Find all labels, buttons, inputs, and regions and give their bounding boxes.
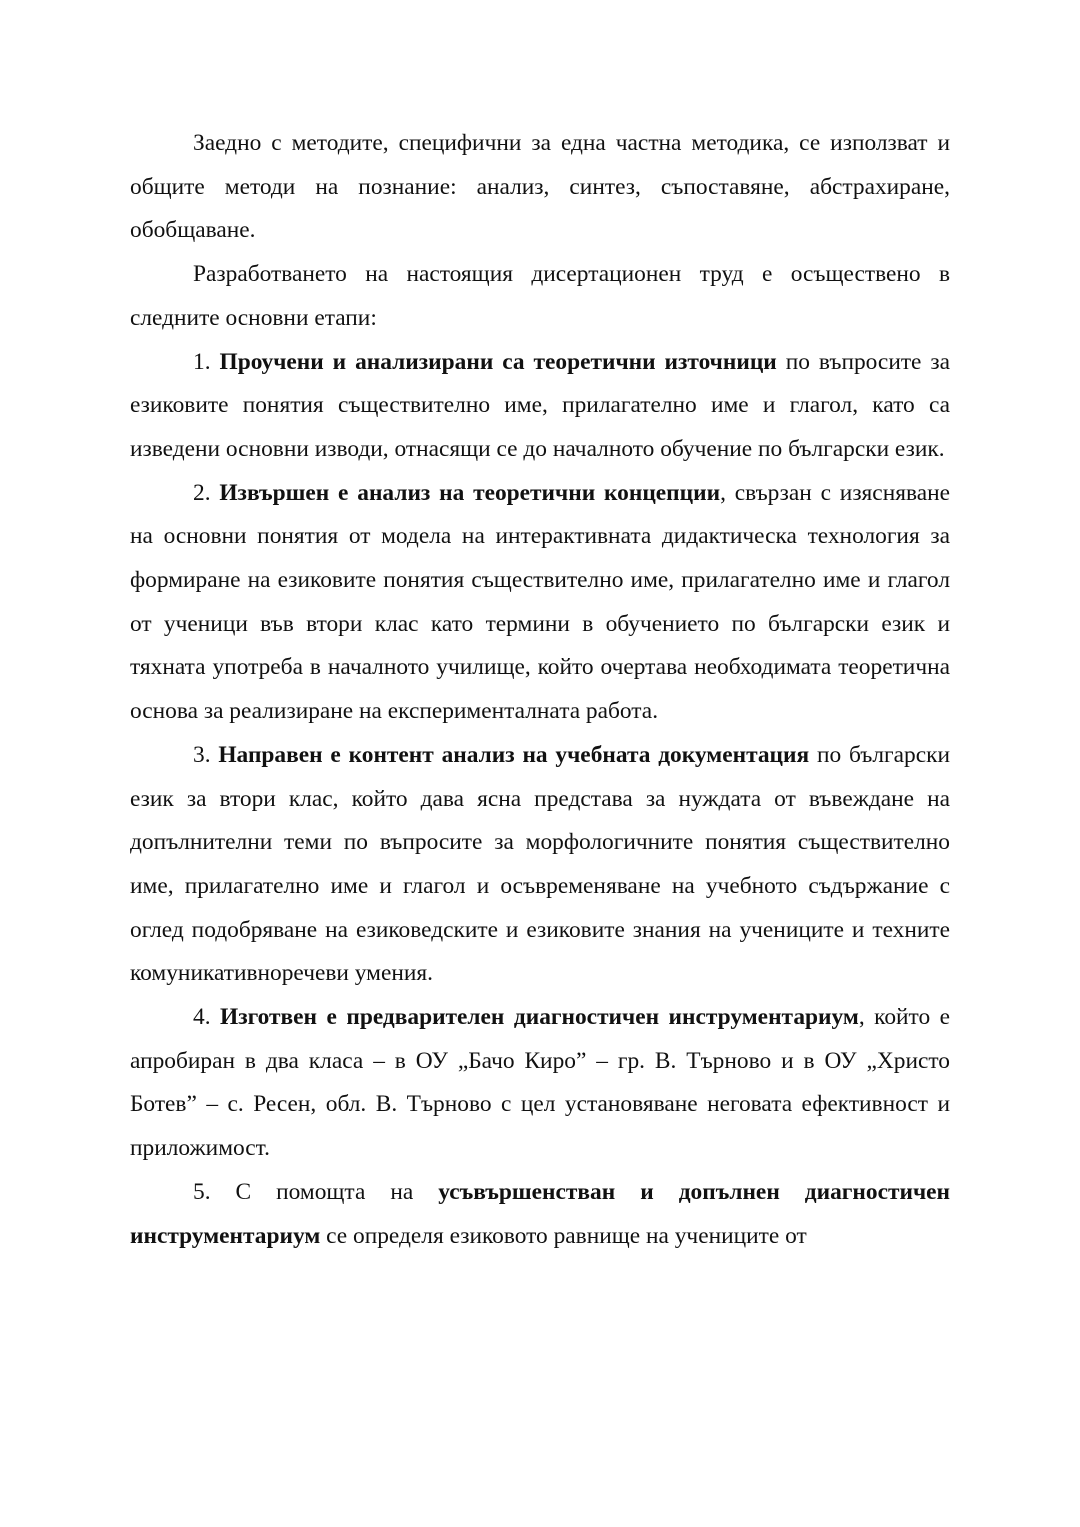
stage-text: по въпросите за езиковите понятия съществително име, прилагателно име и глагол, като са изведени основни изводи, отнасящи се до началното обучение по български език. (130, 348, 950, 462)
stage-heading: Изготвен е предварителен диагностичен инструментариум (220, 1004, 859, 1031)
stage-number: 4. (193, 1004, 211, 1031)
stage-text: , свързан с изясняване на основни понятия от модела на интерактивната дидактическа технология за формиране на езиковите понятия съществително име, прилагателно име и глагол от ученици във втори клас като термини в обучението по български език и тяхната употреба в началното училище, който очертава необходимата теоретична основа за реализиране на експерименталната работа. (130, 479, 950, 725)
stage-3-paragraph (130, 734, 950, 996)
paragraph-text: Разработването на настоящия дисертационен труд е осъществено в следните основни етапи: (130, 261, 950, 331)
stage-text: се определя езиковото равнище на учениците от (320, 1222, 807, 1249)
paragraph-stages-intro (130, 253, 950, 340)
stage-number: 3. (193, 741, 211, 768)
stage-5-paragraph (130, 1171, 950, 1258)
paragraph-text: Заедно с методите, специфични за една частна методика, се използват и общите методи на познание: анализ, синтез, съпоставяне, абстрахиране, обобщаване. (130, 130, 950, 244)
paragraph-general-methods (130, 122, 950, 253)
stage-heading: Направен е контент анализ на учебната документация (218, 741, 810, 768)
stage-2-paragraph (130, 472, 950, 734)
stage-text: по български език за втори клас, който дава ясна представа за нуждата от въвеждане на допълнителни теми по въпросите за морфологичните понятия съществително име, прилагателно име и глагол и осъвременяване на учебното съдържание с оглед подобряване на езиковедските и езиковите знания на учениците и техните комуникативноречеви умения. (130, 741, 950, 987)
stage-heading: Проучени и анализирани са теоретични източници (219, 348, 777, 375)
stage-number: 5. (193, 1178, 211, 1205)
stage-heading: усъвършенстван и допълнен диагностичен инструментариум (130, 1178, 950, 1249)
stage-1-paragraph (130, 341, 950, 472)
stage-4-paragraph (130, 996, 950, 1171)
stage-heading: Извършен е анализ на теоретични концепции (219, 479, 721, 506)
stage-lead-text: С помощта на (210, 1178, 439, 1205)
document-page (130, 122, 950, 1258)
stage-number: 2. (193, 479, 211, 506)
stage-text: , който е апробиран в два класа – в ОУ „Бачо Киро” – гр. В. Търново и в ОУ „Христо Ботев” – с. Ресен, обл. В. Търново с цел установяване неговата ефективност и приложимост. (130, 1004, 950, 1162)
stage-number: 1. (193, 348, 211, 375)
